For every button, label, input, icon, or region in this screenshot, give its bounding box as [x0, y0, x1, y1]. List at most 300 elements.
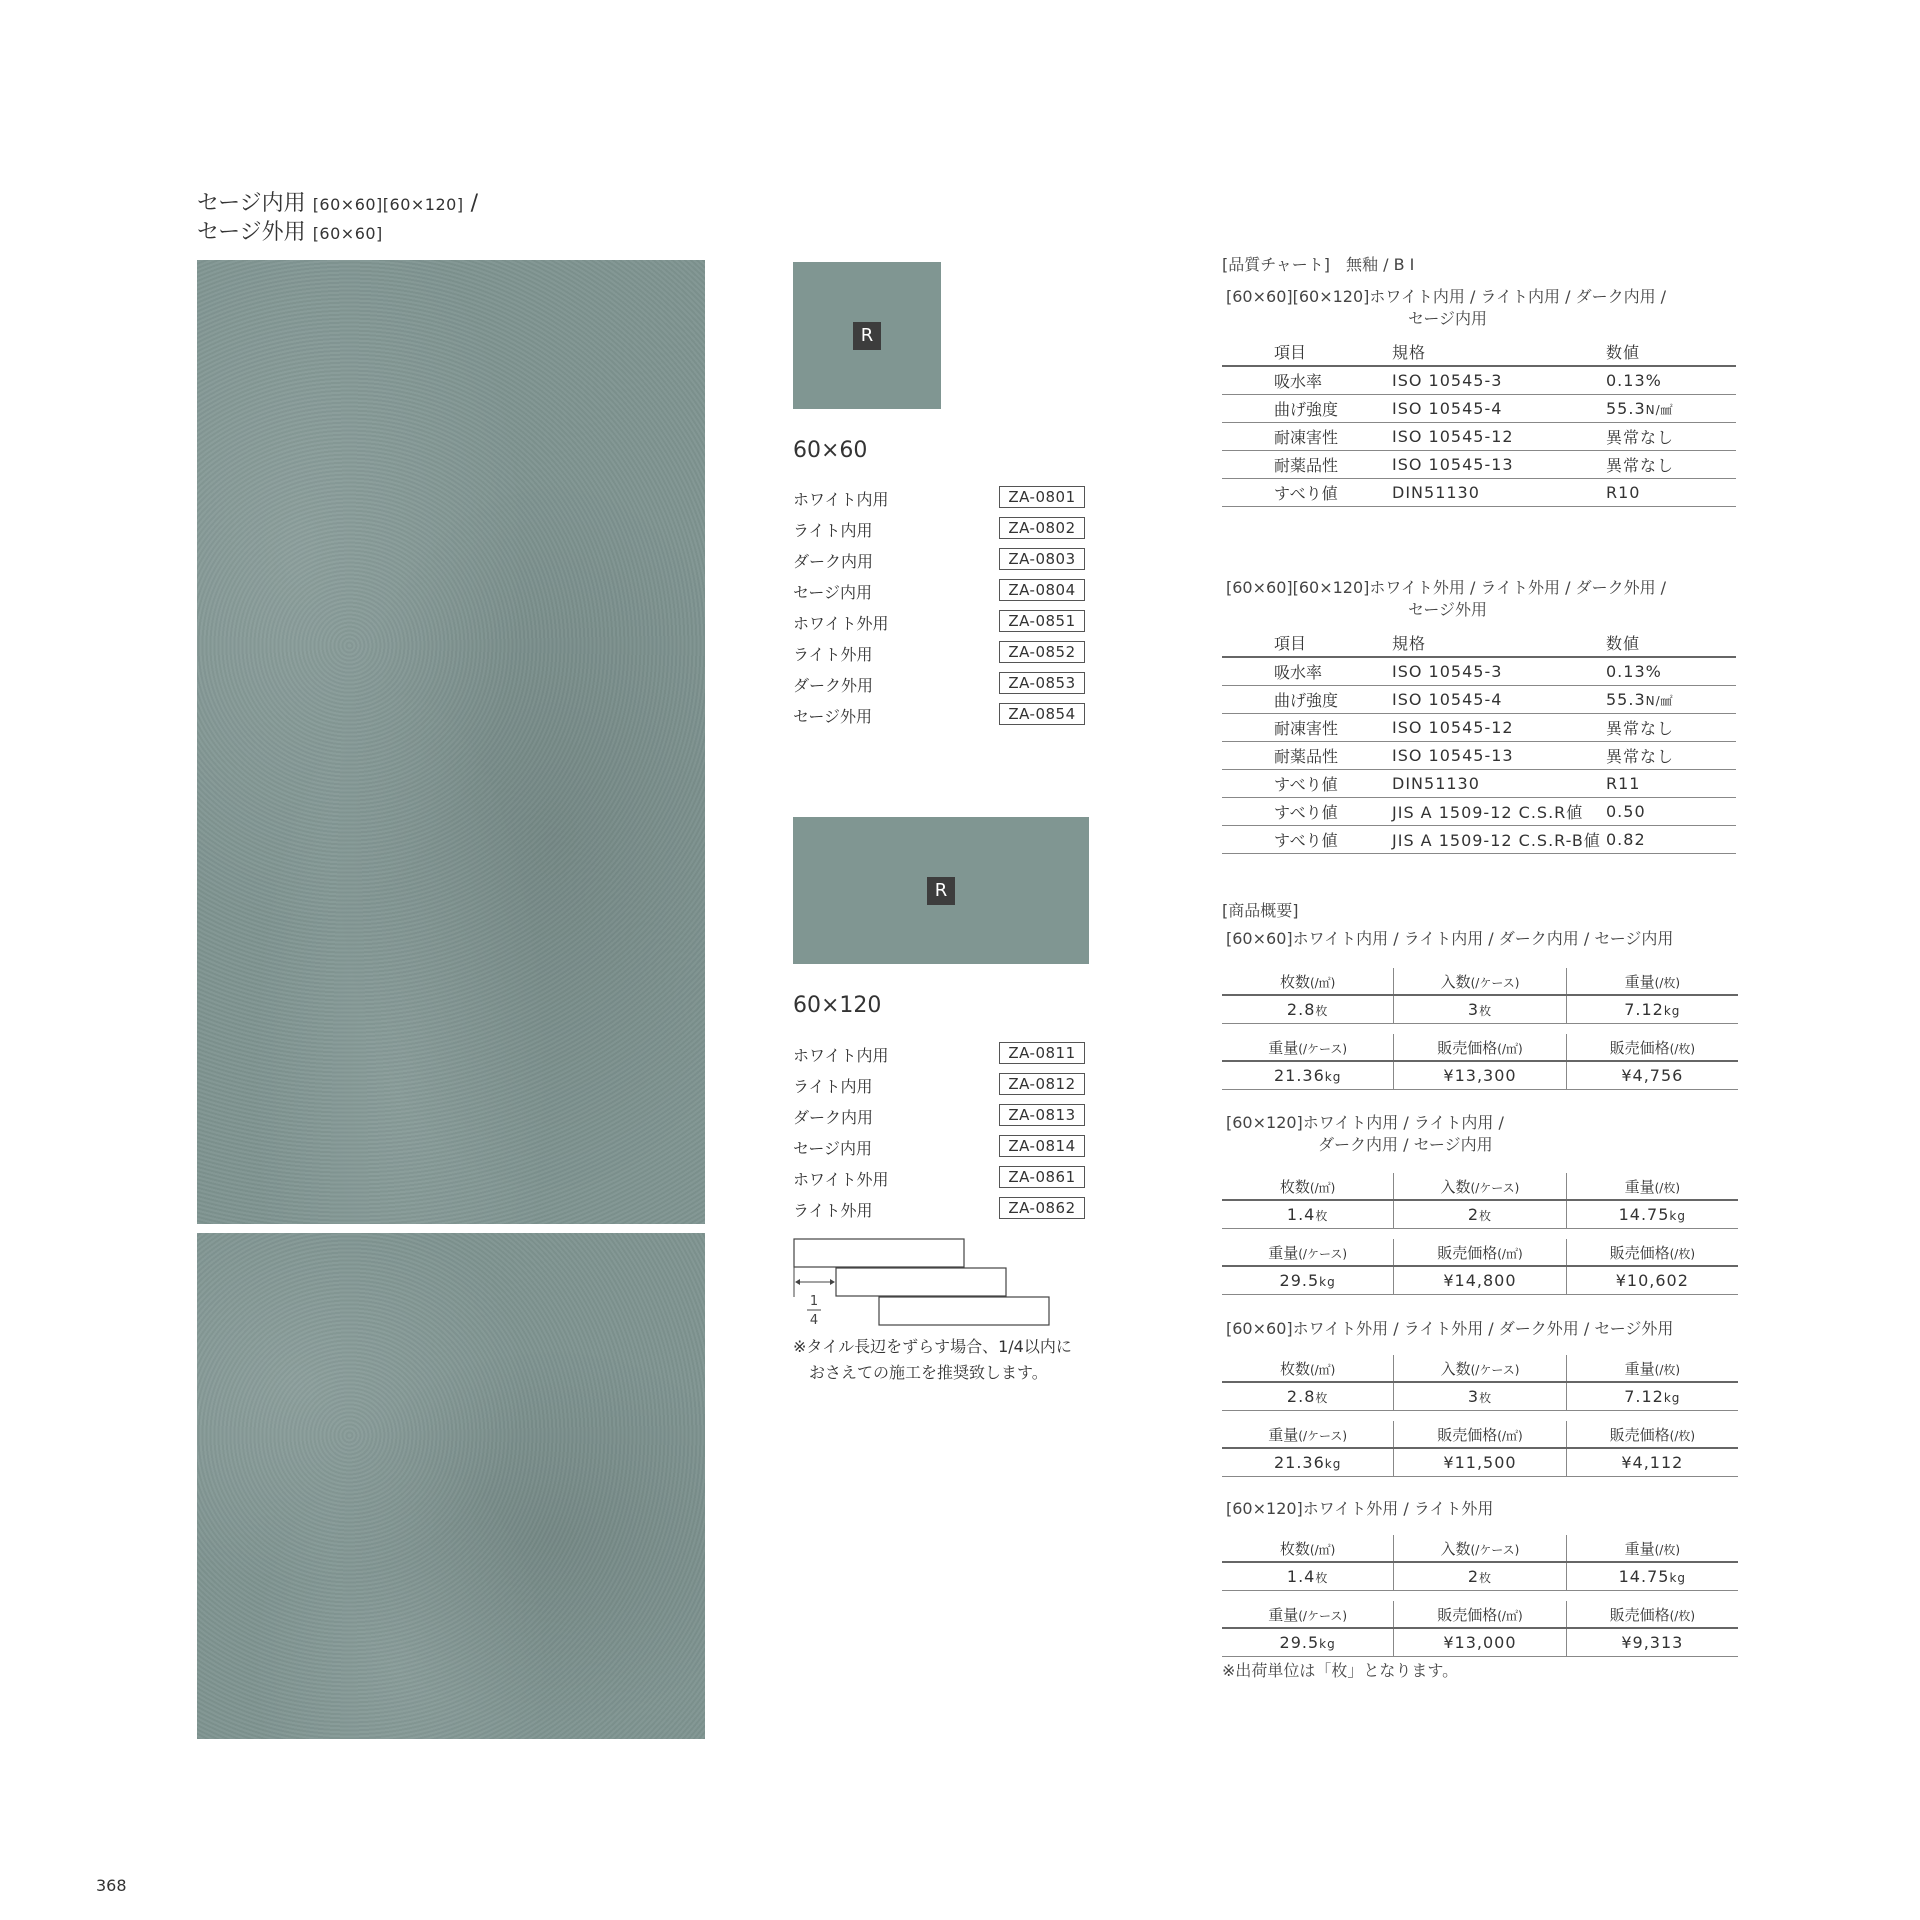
quality-standard: ISO 10545-3: [1392, 366, 1606, 395]
summary-header-label: 販売価格: [1609, 1038, 1670, 1057]
product-code-box: ZA-0812: [999, 1073, 1085, 1095]
summary-header-row: [1222, 968, 1738, 995]
summary-value: 2: [1467, 1567, 1480, 1586]
summary-header-label: 販売価格: [1609, 1243, 1670, 1262]
summary-header-cell: [1394, 1421, 1566, 1448]
summary-value-cell: [1394, 1061, 1566, 1090]
size-label-60x60: 60×60: [793, 438, 868, 463]
summary-value-unit: kg: [1663, 1391, 1681, 1405]
quality-value-cell: [1606, 826, 1736, 854]
product-code-box: ZA-0852: [999, 641, 1085, 663]
r-badge: R: [927, 877, 955, 905]
summary-header-cell: [1222, 1355, 1394, 1382]
summary-value-unit: kg: [1319, 1275, 1336, 1289]
quality-row: [1222, 686, 1736, 714]
summary-table: [1222, 1173, 1738, 1295]
quality-unit: N/㎟: [1645, 403, 1674, 417]
summary-table: [1222, 1535, 1738, 1657]
summary-header-label: 販売価格: [1437, 1243, 1498, 1262]
quality-value-cell: [1606, 770, 1736, 798]
summary-header-label: 重量: [1624, 1539, 1655, 1558]
product-name: ホワイト内用: [793, 490, 889, 509]
summary-value: ¥11,500: [1443, 1453, 1517, 1472]
summary-header-unit: (/ケース): [1298, 1246, 1348, 1261]
summary-header-unit: (/枚): [1654, 1542, 1681, 1557]
quality-standard: ISO 10545-13: [1392, 451, 1606, 479]
summary-header-label: 販売価格: [1609, 1425, 1670, 1444]
summary-value: 21.36: [1273, 1066, 1325, 1085]
fraction-denominator: 4: [809, 1313, 819, 1328]
summary-header-label: 枚数: [1279, 1177, 1310, 1196]
tile-photo-60x120: [197, 260, 705, 1224]
summary-block-heading-line2: ダーク内用 / セージ内用: [1318, 1135, 1493, 1154]
summary-header-unit: (/枚): [1669, 1608, 1696, 1623]
quality-item: すべり値: [1222, 826, 1392, 854]
summary-value-cell: [1566, 1200, 1738, 1229]
summary-value-cell: [1222, 1061, 1394, 1090]
summary-block-heading-line1: [60×60]ホワイト外用 / ライト外用 / ダーク外用 / セージ外用: [1226, 1319, 1674, 1338]
summary-header-unit: (/枚): [1669, 1041, 1696, 1056]
quality-value-cell: [1606, 798, 1736, 826]
summary-header-unit: (/ケース): [1470, 1362, 1520, 1377]
quality-standard: ISO 10545-12: [1392, 714, 1606, 742]
summary-value-cell: [1394, 1200, 1566, 1229]
summary-spacer-row: [1222, 1411, 1738, 1422]
product-code-row: [793, 1042, 1093, 1066]
product-code-box: ZA-0811: [999, 1042, 1085, 1064]
product-name: ホワイト内用: [793, 1046, 889, 1065]
quality-value-cell: [1606, 742, 1736, 770]
summary-header-cell: [1566, 1601, 1738, 1628]
summary-block-heading: [1226, 1112, 1504, 1156]
summary-header-label: 重量: [1268, 1605, 1299, 1624]
summary-value-cell: [1394, 1628, 1566, 1657]
summary-header-cell: [1222, 1535, 1394, 1562]
summary-value-unit: 枚: [1479, 1209, 1493, 1223]
summary-value: ¥13,300: [1443, 1066, 1517, 1085]
quality-item: 吸水率: [1222, 366, 1392, 395]
summary-value-row: [1222, 1448, 1738, 1477]
quality-header-row: [1222, 629, 1736, 657]
summary-header-cell: [1222, 1601, 1394, 1628]
quality-item: 耐薬品性: [1222, 451, 1392, 479]
summary-header-label: 重量: [1268, 1425, 1299, 1444]
summary-value-unit: 枚: [1315, 1004, 1329, 1018]
summary-value-cell: [1222, 995, 1394, 1024]
product-name: ライト外用: [793, 645, 873, 664]
summary-header-cell: [1394, 1535, 1566, 1562]
summary-value: ¥13,000: [1443, 1633, 1517, 1652]
product-code-box: ZA-0851: [999, 610, 1085, 632]
product-code-row: [793, 1135, 1093, 1159]
summary-header-cell: [1394, 1355, 1566, 1382]
summary-header-unit: (/㎡): [1309, 1362, 1336, 1377]
summary-header-label: 販売価格: [1437, 1425, 1498, 1444]
product-name: ライト外用: [793, 1201, 873, 1220]
quality-standard: ISO 10545-3: [1392, 657, 1606, 686]
summary-value-unit: kg: [1324, 1070, 1342, 1084]
quality-column-header: 規格: [1392, 338, 1606, 366]
fraction-numerator: 1: [809, 1294, 819, 1309]
summary-header-row: [1222, 1173, 1738, 1200]
summary-header-unit: (/枚): [1654, 975, 1681, 990]
product-code-box: ZA-0801: [999, 486, 1085, 508]
summary-header-cell: [1222, 968, 1394, 995]
summary-value-row: [1222, 1200, 1738, 1229]
product-code-box: ZA-0862: [999, 1197, 1085, 1219]
summary-block-heading: [1226, 1498, 1493, 1520]
summary-header-unit: (/㎡): [1497, 1428, 1523, 1443]
quality-exterior-heading-line1: [60×60][60×120]ホワイト外用 / ライト外用 / ダーク外用 /: [1226, 578, 1667, 597]
quality-standard: JIS A 1509-12 C.S.R-B値: [1392, 826, 1606, 854]
summary-value-unit: 枚: [1479, 1571, 1493, 1585]
quality-item: すべり値: [1222, 798, 1392, 826]
summary-value: 21.36: [1273, 1453, 1325, 1472]
quality-value: R11: [1606, 774, 1641, 793]
product-code-list-60x60: [793, 486, 1093, 726]
quality-value: 0.50: [1606, 802, 1646, 821]
product-name: ダーク内用: [793, 1108, 874, 1127]
summary-value-cell: [1566, 1562, 1738, 1591]
summary-header-label: 枚数: [1279, 1539, 1310, 1558]
summary-header-cell: [1566, 1173, 1738, 1200]
size-label-60x120: 60×120: [793, 993, 882, 1018]
quality-interior-heading: [1226, 286, 1666, 330]
summary-value-cell: [1394, 1382, 1566, 1411]
summary-value: 1.4: [1286, 1205, 1316, 1224]
quality-value: 異常なし: [1606, 428, 1675, 447]
product-code-row: [793, 548, 1093, 572]
summary-header-label: 入数: [1440, 1359, 1471, 1378]
summary-header-unit: (/㎡): [1309, 1542, 1336, 1557]
quality-standard: JIS A 1509-12 C.S.R値: [1392, 798, 1606, 826]
summary-value-cell: [1566, 1266, 1738, 1295]
summary-header-row: [1222, 1601, 1738, 1628]
summary-value-row: [1222, 1061, 1738, 1090]
quality-row: [1222, 366, 1736, 395]
summary-header-cell: [1566, 1034, 1738, 1061]
summary-header-label: 販売価格: [1437, 1038, 1498, 1057]
product-code-box: ZA-0853: [999, 672, 1085, 694]
quality-interior-heading-line1: [60×60][60×120]ホワイト内用 / ライト内用 / ダーク内用 /: [1226, 287, 1667, 306]
summary-header-unit: (/枚): [1669, 1428, 1696, 1443]
summary-block-heading: [1226, 928, 1673, 950]
quality-unit: N/㎟: [1645, 694, 1674, 708]
quality-value: R10: [1606, 483, 1641, 502]
quality-column-header: 項目: [1222, 629, 1392, 657]
product-name: ホワイト外用: [793, 1170, 889, 1189]
summary-header-label: 枚数: [1279, 972, 1310, 991]
summary-header-label: 販売価格: [1437, 1605, 1498, 1624]
summary-value: ¥10,602: [1615, 1271, 1689, 1290]
summary-header-row: [1222, 1355, 1738, 1382]
quality-standard: ISO 10545-4: [1392, 395, 1606, 423]
title-line1-main: セージ内用: [197, 191, 306, 216]
summary-header-cell: [1394, 968, 1566, 995]
summary-value: 7.12: [1624, 1387, 1664, 1406]
summary-value: 2.8: [1286, 1387, 1316, 1406]
summary-value-row: [1222, 1382, 1738, 1411]
summary-value-unit: kg: [1669, 1571, 1687, 1585]
product-code-row: [793, 579, 1093, 603]
summary-value-cell: [1222, 1266, 1394, 1295]
quality-item: 吸水率: [1222, 657, 1392, 686]
summary-table: [1222, 968, 1738, 1090]
summary-spacer-row: [1222, 1024, 1738, 1035]
product-code-row: [793, 1166, 1093, 1190]
summary-header-cell: [1566, 968, 1738, 995]
summary-header-unit: (/枚): [1654, 1180, 1681, 1195]
summary-value-unit: kg: [1319, 1637, 1336, 1651]
product-name: ホワイト外用: [793, 614, 889, 633]
summary-header-cell: [1222, 1173, 1394, 1200]
offset-note-line2: おさえての施工を推奨致します。: [809, 1363, 1048, 1382]
summary-header-unit: (/ケース): [1298, 1608, 1348, 1623]
quality-row: [1222, 395, 1736, 423]
summary-header-unit: (/枚): [1669, 1246, 1696, 1261]
offset-note-line1: ※タイル長辺をずらす場合、1/4以内に: [793, 1337, 1072, 1356]
quality-row: [1222, 657, 1736, 686]
quality-chart-heading: [品質チャート] 無釉 / B I: [1222, 255, 1415, 274]
summary-header-label: 販売価格: [1609, 1605, 1670, 1624]
summary-header-row: [1222, 1239, 1738, 1266]
quality-row: [1222, 826, 1736, 854]
summary-header-label: 入数: [1440, 1177, 1471, 1196]
product-code-box: ZA-0854: [999, 703, 1085, 725]
summary-header-label: 入数: [1440, 1539, 1471, 1558]
quality-row: [1222, 770, 1736, 798]
summary-header-cell: [1222, 1421, 1394, 1448]
quality-item: 耐薬品性: [1222, 742, 1392, 770]
quality-value-cell: [1606, 657, 1736, 686]
summary-value: 29.5: [1279, 1633, 1320, 1652]
product-code-row: [793, 486, 1093, 510]
summary-value: 3: [1467, 1000, 1480, 1019]
product-code-box: ZA-0861: [999, 1166, 1085, 1188]
summary-value: ¥14,800: [1443, 1271, 1517, 1290]
summary-header-unit: (/枚): [1654, 1362, 1681, 1377]
quality-column-header: 項目: [1222, 338, 1392, 366]
summary-header-unit: (/㎡): [1309, 975, 1336, 990]
summary-table: [1222, 1355, 1738, 1477]
product-code-row: [793, 703, 1093, 727]
product-name: セージ外用: [793, 707, 873, 726]
summary-value-unit: 枚: [1479, 1004, 1493, 1018]
summary-value-unit: 枚: [1315, 1391, 1329, 1405]
quality-value: 0.82: [1606, 830, 1646, 849]
summary-value-unit: 枚: [1479, 1391, 1493, 1405]
summary-header-unit: (/㎡): [1497, 1608, 1523, 1623]
summary-value: 14.75: [1618, 1205, 1670, 1224]
summary-spacer-row: [1222, 1591, 1738, 1602]
summary-header-unit: (/ケース): [1470, 1180, 1520, 1195]
summary-header-cell: [1566, 1535, 1738, 1562]
quality-row: [1222, 742, 1736, 770]
quality-row: [1222, 423, 1736, 451]
summary-value-cell: [1566, 1061, 1738, 1090]
summary-value-cell: [1222, 1200, 1394, 1229]
quality-column-header: 数値: [1606, 629, 1736, 657]
summary-value-cell: [1394, 1266, 1566, 1295]
summary-value-row: [1222, 1562, 1738, 1591]
summary-value: 2.8: [1286, 1000, 1316, 1019]
summary-block-heading: [1226, 1318, 1673, 1340]
quality-item: 曲げ強度: [1222, 395, 1392, 423]
quality-item: 耐凍害性: [1222, 714, 1392, 742]
product-code-row: [793, 641, 1093, 665]
quality-value-cell: [1606, 686, 1736, 714]
summary-value-unit: kg: [1663, 1004, 1681, 1018]
quality-item: 耐凍害性: [1222, 423, 1392, 451]
quality-standard: DIN51130: [1392, 479, 1606, 507]
summary-value-cell: [1222, 1628, 1394, 1657]
summary-value-row: [1222, 995, 1738, 1024]
summary-value-unit: kg: [1324, 1457, 1342, 1471]
summary-value-cell: [1222, 1562, 1394, 1591]
summary-value-cell: [1566, 1382, 1738, 1411]
product-name: ダーク内用: [793, 552, 874, 571]
summary-header-cell: [1394, 1034, 1566, 1061]
summary-value: ¥4,112: [1621, 1453, 1684, 1472]
quality-value: 0.13%: [1606, 662, 1662, 681]
product-name: ライト内用: [793, 521, 873, 540]
summary-header-unit: (/㎡): [1497, 1041, 1523, 1056]
quality-interior-heading-line2: セージ内用: [1408, 309, 1488, 328]
summary-header-row: [1222, 1034, 1738, 1061]
summary-value-cell: [1394, 1448, 1566, 1477]
quality-value: 異常なし: [1606, 456, 1675, 475]
tile-thumbnail-60x120: [793, 817, 1089, 964]
tile-thumbnail-60x60: [793, 262, 941, 409]
summary-heading: [商品概要]: [1222, 901, 1299, 920]
summary-value-unit: 枚: [1315, 1209, 1329, 1223]
summary-header-unit: (/ケース): [1470, 1542, 1520, 1557]
quality-standard: DIN51130: [1392, 770, 1606, 798]
quality-value-cell: [1606, 451, 1736, 479]
summary-header-unit: (/ケース): [1298, 1428, 1348, 1443]
tile-photo-60x60: [197, 1233, 705, 1739]
quality-row: [1222, 479, 1736, 507]
title-line1-sub: [60×60][60×120]: [312, 195, 464, 214]
quality-value: 異常なし: [1606, 719, 1675, 738]
summary-value-unit: kg: [1669, 1209, 1686, 1223]
summary-value-cell: [1394, 995, 1566, 1024]
product-code-box: ZA-0804: [999, 579, 1085, 601]
offset-laying-diagram: [793, 1238, 1053, 1330]
quality-value: 異常なし: [1606, 747, 1675, 766]
quality-value-cell: [1606, 714, 1736, 742]
summary-header-cell: [1566, 1239, 1738, 1266]
quality-value: 0.13%: [1606, 371, 1662, 390]
summary-header-cell: [1394, 1173, 1566, 1200]
title-line1-slash: /: [470, 191, 479, 216]
quality-exterior-heading-line2: セージ外用: [1408, 600, 1488, 619]
summary-value: ¥4,756: [1621, 1066, 1684, 1085]
product-code-box: ZA-0803: [999, 548, 1085, 570]
product-code-row: [793, 1104, 1093, 1128]
summary-header-cell: [1222, 1034, 1394, 1061]
summary-value-unit: 枚: [1315, 1571, 1329, 1585]
summary-footnote: ※出荷単位は「枚」となります。: [1222, 1661, 1459, 1680]
summary-header-label: 重量: [1624, 1177, 1655, 1196]
summary-value: ¥9,313: [1621, 1633, 1684, 1652]
summary-header-cell: [1566, 1421, 1738, 1448]
summary-header-cell: [1222, 1239, 1394, 1266]
product-name: セージ内用: [793, 583, 873, 602]
summary-header-row: [1222, 1535, 1738, 1562]
summary-value: 7.12: [1624, 1000, 1664, 1019]
offset-note: [793, 1334, 1072, 1386]
summary-value-cell: [1566, 995, 1738, 1024]
summary-header-unit: (/㎡): [1497, 1246, 1523, 1261]
summary-value-row: [1222, 1628, 1738, 1657]
quality-row: [1222, 798, 1736, 826]
quality-value: 55.3: [1606, 690, 1646, 709]
product-name: ライト内用: [793, 1077, 873, 1096]
quality-value-cell: [1606, 479, 1736, 507]
quality-header-row: [1222, 338, 1736, 366]
summary-value: 1.4: [1286, 1567, 1316, 1586]
quality-row: [1222, 451, 1736, 479]
product-code-row: [793, 1073, 1093, 1097]
product-code-row: [793, 1197, 1093, 1221]
summary-header-label: 重量: [1268, 1243, 1299, 1262]
summary-header-cell: [1394, 1601, 1566, 1628]
summary-header-cell: [1394, 1239, 1566, 1266]
quality-item: すべり値: [1222, 770, 1392, 798]
summary-header-label: 重量: [1268, 1038, 1299, 1057]
summary-header-cell: [1566, 1355, 1738, 1382]
summary-value-cell: [1566, 1448, 1738, 1477]
summary-value: 14.75: [1618, 1567, 1670, 1586]
summary-header-label: 入数: [1440, 972, 1471, 991]
summary-value-cell: [1566, 1628, 1738, 1657]
summary-header-label: 枚数: [1279, 1359, 1310, 1378]
summary-value: 29.5: [1279, 1271, 1320, 1290]
summary-header-unit: (/ケース): [1470, 975, 1520, 990]
title-line2-main: セージ外用: [197, 220, 306, 245]
product-code-box: ZA-0802: [999, 517, 1085, 539]
quality-value-cell: [1606, 423, 1736, 451]
product-code-row: [793, 517, 1093, 541]
page-title: [197, 190, 478, 248]
product-code-box: ZA-0813: [999, 1104, 1085, 1126]
product-code-row: [793, 672, 1093, 696]
summary-value-cell: [1222, 1382, 1394, 1411]
summary-block-heading-line1: [60×60]ホワイト内用 / ライト内用 / ダーク内用 / セージ内用: [1226, 929, 1674, 948]
title-line2-sub: [60×60]: [312, 224, 383, 243]
quality-table-exterior: [1222, 629, 1736, 854]
quality-column-header: 規格: [1392, 629, 1606, 657]
quality-standard: ISO 10545-12: [1392, 423, 1606, 451]
quality-item: すべり値: [1222, 479, 1392, 507]
summary-header-unit: (/㎡): [1309, 1180, 1336, 1195]
summary-header-row: [1222, 1421, 1738, 1448]
r-badge: R: [853, 322, 881, 350]
product-code-row: [793, 610, 1093, 634]
summary-block-heading-line1: [60×120]ホワイト内用 / ライト内用 /: [1226, 1113, 1504, 1132]
quality-value-cell: [1606, 395, 1736, 423]
summary-header-unit: (/ケース): [1298, 1041, 1348, 1056]
quality-column-header: 数値: [1606, 338, 1736, 366]
product-name: ダーク外用: [793, 676, 874, 695]
summary-value-cell: [1394, 1562, 1566, 1591]
quality-table-interior: [1222, 338, 1736, 507]
summary-header-label: 重量: [1624, 1359, 1655, 1378]
summary-spacer-row: [1222, 1229, 1738, 1240]
quality-exterior-heading: [1226, 577, 1666, 621]
summary-value: 2: [1467, 1205, 1480, 1224]
